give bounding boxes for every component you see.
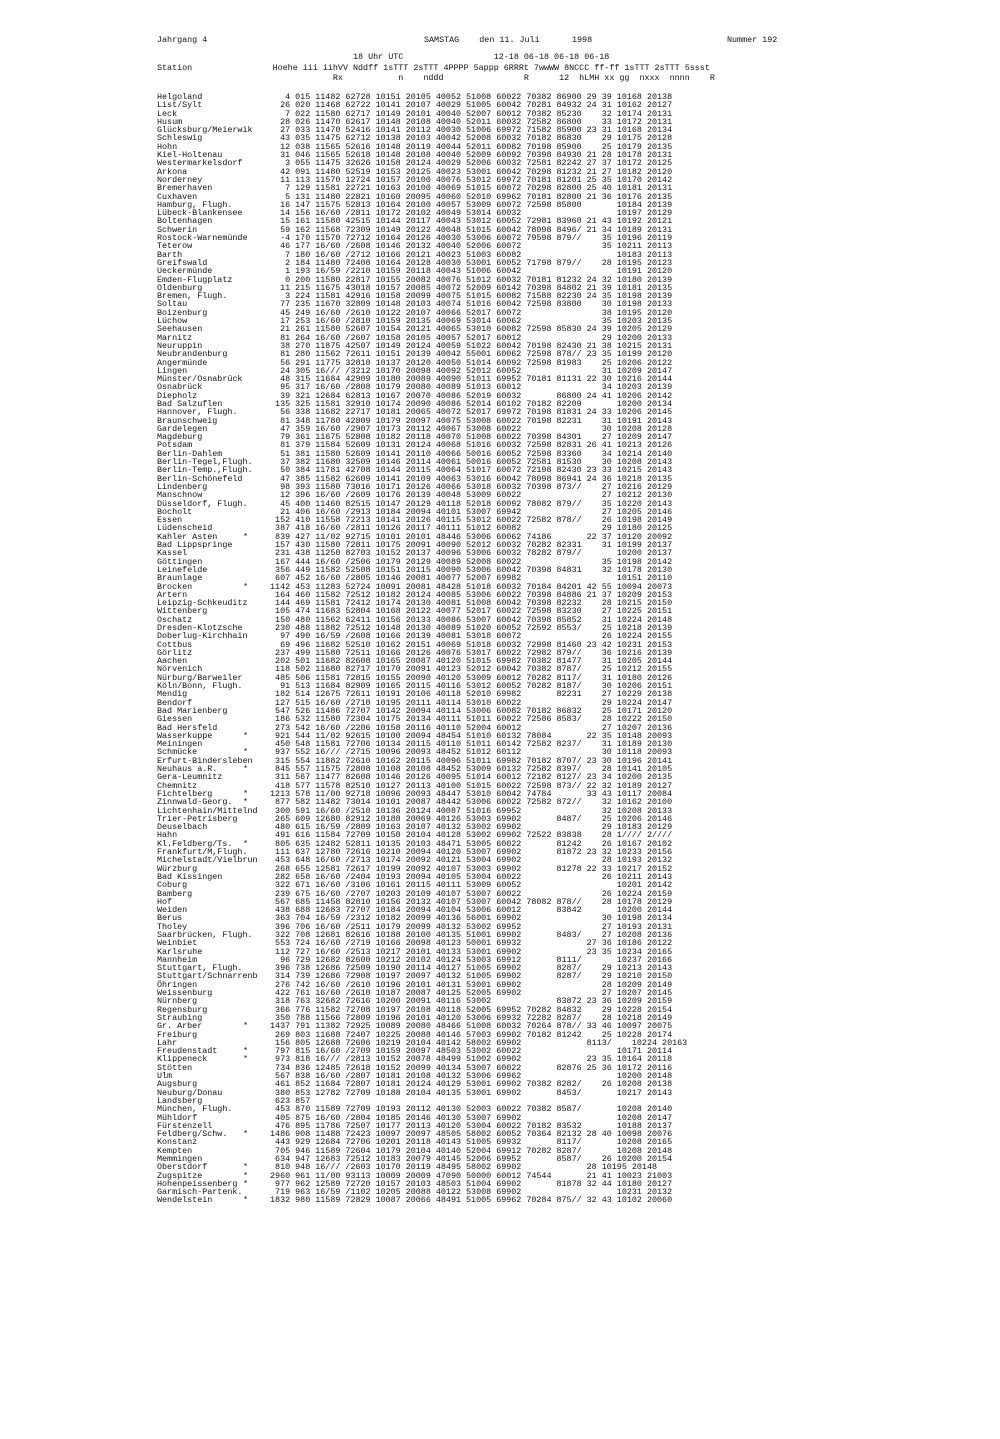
mountain-station-marker: * xyxy=(243,747,249,758)
station-observation-values: 322 708 12681 82616 10188 20100 40135 51001 69902 8483/ 27 10208 20136 xyxy=(265,929,673,940)
station-observation-values: 797 815 16/60 /2709 10159 20097 48503 53002 60022 10171 20114 xyxy=(265,1046,673,1057)
station-observation-values: 839 427 11/02 92715 10101 20101 48446 53006 60062 74186 22 37 10120 20092 xyxy=(265,531,673,542)
station-name: Schmücke xyxy=(157,747,198,758)
station-observation-values: 69 496 11682 52510 10162 20151 40069 51018 60032 72998 81460 23 42 10231 20153 xyxy=(265,639,673,650)
station-name: Deuselbach xyxy=(157,822,208,833)
station-observation-values: 734 836 12485 72618 10152 20099 40134 53007 60022 82876 25 36 10172 20116 xyxy=(265,1062,673,1073)
mountain-station-marker: * xyxy=(243,1021,249,1032)
station-name: Karlsruhe xyxy=(157,946,203,957)
station-observation-values: 27 033 11470 52416 10141 20112 40030 51006 69972 71582 85900 23 31 10168 20134 xyxy=(265,125,673,136)
station-name: Bad Lippspringe xyxy=(157,540,233,551)
station-observation-values: 47 385 11582 62609 10141 20109 40063 53016 60042 78098 86941 24 36 10218 20135 xyxy=(265,473,673,484)
mountain-station-marker: * xyxy=(243,1170,249,1181)
mountain-station-marker: * xyxy=(243,531,249,542)
station-observation-values: 46 177 16/60 /2608 10146 20132 40040 52006 60072 35 10211 20113 xyxy=(265,241,673,252)
station-name: Brocken xyxy=(157,581,193,592)
station-name: Fichtelberg xyxy=(157,788,213,799)
station-observation-values: 314 739 12686 72908 10197 20097 40132 51005 69902 8287/ 29 10210 20150 xyxy=(265,971,673,982)
station-name: Münster/Osnabrück xyxy=(157,374,243,385)
station-name: Bendorf xyxy=(157,697,193,708)
station-name: Giessen xyxy=(157,714,193,725)
mountain-station-marker: * xyxy=(243,730,249,741)
mountain-station-marker: * xyxy=(243,838,249,849)
station-name: Garmisch-Partenk. xyxy=(157,1187,243,1198)
column-header-line-3: Rx n nddd R 12 hLMH xx gg nxxx nnnn R xyxy=(157,73,715,83)
station-observation-values: 553 724 16/60 /2719 10166 20098 40123 50001 69932 27 36 10186 20122 xyxy=(265,938,673,949)
station-observation-values: 623 857 xyxy=(265,1095,311,1106)
station-observation-values: 1486 908 11488 72423 10097 20097 48505 58002 60052 70364 82132 28 40 10098 20076 xyxy=(265,1129,673,1140)
station-observation-values: 810 948 16/// /2603 10170 20119 48495 58002 69902 28 10195 20148 xyxy=(265,1162,658,1173)
mountain-station-marker: * xyxy=(243,1129,249,1140)
station-name: Seehausen xyxy=(157,324,203,335)
station-name: Neubrandenburg xyxy=(157,349,228,360)
station-name: Kl.Feldberg/Ts. xyxy=(157,838,233,849)
station-observation-values: -4 170 11570 72712 10164 20126 40030 53006 60072 79598 879// 35 10196 20119 xyxy=(265,233,673,244)
station-observation-values: 387 418 16/60 /2811 10126 20117 40111 51012 60082 29 10180 20125 xyxy=(265,523,673,534)
station-name: Tholey xyxy=(157,921,188,932)
station-observation-values: 877 582 11482 73014 10101 20087 48442 53006 60022 72582 872// 32 10162 20100 xyxy=(265,797,673,808)
station-name: Oschatz xyxy=(157,614,193,625)
station-observation-values: 269 803 11688 72407 10225 20088 40146 57003 69902 70182 81242 25 10228 20174 xyxy=(265,1029,673,1040)
station-observation-values: 4 015 11482 62728 10151 20105 40052 51008 60022 70382 86900 29 39 10168 20138 xyxy=(265,92,673,102)
station-name: Görlitz xyxy=(157,647,193,658)
station-name: Hof xyxy=(157,896,173,907)
station-observation-values: 81 280 11562 72611 10151 20139 40042 55001 60062 72598 878// 23 35 10199 20120 xyxy=(265,349,673,360)
station-name: Gera-Leumnitz xyxy=(157,772,223,783)
mountain-station-marker: * xyxy=(243,788,249,799)
station-name: Arkona xyxy=(157,166,188,177)
station-name: Teterow xyxy=(157,241,193,252)
station-name: Potsdam xyxy=(157,440,193,451)
station-name: Coburg xyxy=(157,880,188,891)
station-observation-values: 318 763 32682 72616 10200 20091 40116 53002 83872 23 36 10209 20159 xyxy=(265,996,673,1007)
station-name: Lindenberg xyxy=(157,481,208,492)
station-observation-values: 77 235 11670 32809 10148 20103 40074 51016 60042 72598 83800 30 10198 20133 xyxy=(265,299,673,310)
station-name: Köln/Bonn, Flugh. xyxy=(157,681,243,692)
station-name: Trier-Petrisberg xyxy=(157,813,238,824)
station-observation-values: 315 554 11882 72610 10162 20115 40096 51011 69982 70182 8707/ 23 30 10196 20141 xyxy=(265,755,673,766)
station-name: Hohn xyxy=(157,141,178,152)
station-name: Artern xyxy=(157,589,188,600)
station-observation-values: 380 853 12782 72709 10188 20104 40135 53001 69902 8453/ 10217 20143 xyxy=(265,1087,673,1098)
station-name: Neuburg/Donau xyxy=(157,1087,223,1098)
station-observation-values: 356 449 11582 52508 10151 20115 40090 53006 60042 70398 84831 32 10178 20130 xyxy=(265,564,673,575)
station-name: Norderney xyxy=(157,174,203,185)
station-observation-values: 38 270 11875 42507 10149 20124 40059 51022 60042 70198 82430 21 38 10215 20131 xyxy=(265,340,673,351)
station-observation-values: 268 655 12581 72617 10199 20092 40107 53003 69902 81278 22 33 10217 20152 xyxy=(265,863,673,874)
station-name: Berus xyxy=(157,913,183,924)
station-name: Gr. Arber xyxy=(157,1021,203,1032)
station-name: Lüchow xyxy=(157,316,188,327)
station-observation-values: 973 818 16/// /2813 10152 20078 48499 51002 69902 23 35 10164 20118 xyxy=(265,1054,673,1065)
station-name: Leinefelde xyxy=(157,564,208,575)
station-observation-values: 476 895 11786 72507 10177 20113 40120 53004 60022 70182 83532 10188 20137 xyxy=(265,1120,673,1131)
station-observation-values: 164 460 11582 72512 10182 20124 40085 53006 60022 70398 84886 21 37 10209 20153 xyxy=(265,589,673,600)
station-name: Regensburg xyxy=(157,1004,208,1015)
station-name: Braunschweig xyxy=(157,415,218,426)
station-observation-values: 45 400 11460 82515 10147 20129 40118 52018 60092 78082 879// 35 10220 20143 xyxy=(265,498,673,509)
station-observation-values: 265 609 12680 82912 10188 20069 40126 53003 69902 8487/ 25 10206 20146 xyxy=(265,813,673,824)
station-observation-values: 453 648 16/60 /2713 10174 20092 40121 53004 69902 28 10193 20132 xyxy=(265,855,673,866)
station-observation-values: 16 147 11575 52813 10164 20100 40057 53009 60072 72598 85800 10184 20139 xyxy=(265,199,673,210)
station-name: Weinbiet xyxy=(157,938,198,949)
station-name: Kiel-Holtenau xyxy=(157,150,223,161)
station-name: Feldberg/Schw. xyxy=(157,1129,228,1140)
station-name: Hannover, Flugh. xyxy=(157,407,238,418)
station-observation-values: 705 946 11589 72604 10179 20104 40140 52004 69912 70282 8287/ 10208 20148 xyxy=(265,1145,673,1156)
mountain-station-marker: * xyxy=(243,1054,249,1065)
station-observation-values: 450 548 11581 72706 10134 20115 40110 51011 60142 72582 8237/ 31 10189 20130 xyxy=(265,739,673,750)
station-name: Lahr xyxy=(157,1037,178,1048)
station-observation-values: 37 382 11680 32509 10146 20114 40061 50016 60052 72581 81530 30 10208 20143 xyxy=(265,457,673,468)
station-observation-values: 282 658 16/60 /2404 10193 20094 40105 53004 60022 26 10211 20143 xyxy=(265,871,673,882)
station-name: Straubing xyxy=(157,1012,203,1023)
station-observation-values: 157 430 11580 72811 10175 20091 40090 52012 60032 70282 82331 31 10199 20137 xyxy=(265,540,673,551)
station-observation-values: 11 113 11570 12724 10157 20100 40076 53012 69972 70181 81201 25 35 10170 20142 xyxy=(265,174,673,185)
station-name: Cuxhaven xyxy=(157,191,198,202)
station-observation-values: 21 406 16/60 /2913 10184 20094 40101 53007 69942 27 10205 20146 xyxy=(265,506,673,517)
station-name: Zinnwald-Georg. xyxy=(157,797,233,808)
station-name: List/Sylt xyxy=(157,100,203,111)
mountain-station-marker: * xyxy=(243,1162,249,1173)
station-observation-values: 79 361 11675 52808 10182 20118 40070 51008 60022 70398 84301 27 10209 20147 xyxy=(265,432,673,443)
station-name: Meiningen xyxy=(157,739,203,750)
station-name: Bremen, Flugh. xyxy=(157,291,228,302)
station-name: Nürnberg xyxy=(157,996,198,1007)
station-name: Freiburg xyxy=(157,1029,198,1040)
station-observation-values: 43 035 11475 62712 10138 20103 40042 52008 60032 70182 86830 29 10175 20128 xyxy=(265,133,673,144)
station-observation-values: 567 685 11458 82810 10156 20132 40107 53007 60042 78082 878// 28 10178 20129 xyxy=(265,896,673,907)
station-observation-values: 366 776 11582 72708 10197 20108 40118 52005 69952 70282 84832 29 10228 20154 xyxy=(265,1004,673,1015)
station-observation-values: 95 317 16/60 /2808 10179 20080 40089 51013 60012 34 10203 20139 xyxy=(265,382,673,393)
station-name: Hohenpeissenberg xyxy=(157,1178,238,1189)
station-name: Bamberg xyxy=(157,888,193,899)
station-name: Berlin-Tegel,Flugh. xyxy=(157,457,253,468)
station-observation-values: 15 161 11580 42515 10144 20117 40043 53012 60052 72981 83960 21 43 10192 20121 xyxy=(265,216,673,227)
station-name: Helgoland xyxy=(157,92,203,102)
station-observation-values: 186 532 11580 72304 10175 20134 40111 51011 60022 72586 8583/ 28 10222 20150 xyxy=(265,714,673,725)
station-name: Wendelstein xyxy=(157,1195,213,1206)
station-name: Barth xyxy=(157,249,183,260)
station-observation-values: 42 091 11480 52519 10153 20125 40023 53001 60042 70298 81232 21 27 10182 20120 xyxy=(265,166,673,177)
station-observation-values: 396 738 12686 72509 10190 20114 40127 51005 69902 8287/ 29 10213 20143 xyxy=(265,963,673,974)
station-name: Mühldorf xyxy=(157,1112,198,1123)
station-name: Kahler Asten xyxy=(157,531,218,542)
station-observation-values: 31 046 11565 52618 10148 20108 40040 52009 60092 70398 84930 21 28 10178 20131 xyxy=(265,150,673,161)
station-name: Dresden-Klotzsche xyxy=(157,623,243,633)
station-name: Lichtenhain/Mittelnd xyxy=(157,805,258,816)
station-observation-values: 418 577 11578 82510 10127 20113 40100 51015 60022 72598 873// 22 32 10189 20127 xyxy=(265,780,673,791)
station-name: Klippeneck xyxy=(157,1054,208,1065)
station-name: Bremerhaven xyxy=(157,183,213,194)
station-observation-values: 453 870 11589 72709 10193 20112 40130 52003 60022 70382 8587/ 10208 20140 xyxy=(265,1104,673,1115)
station-observation-values: 135 325 11581 32910 10174 20090 40086 52014 60102 70182 82209 10200 20134 xyxy=(265,398,673,409)
station-observation-values: 156 805 12688 72606 10219 20104 40142 58002 69902 8113/ 10224 20163 xyxy=(265,1037,688,1048)
station-name: Zugspitze xyxy=(157,1170,203,1181)
station-observation-values: 422 761 16/60 /2610 10187 20087 40125 52005 69902 27 10207 20145 xyxy=(265,988,673,999)
station-observation-values: 438 688 12683 72707 10184 20094 40104 53006 60012 83842 10200 20144 xyxy=(265,905,673,916)
station-name: Neuhaus a.R. xyxy=(157,764,218,775)
mountain-station-marker: * xyxy=(243,1046,249,1057)
station-name: Manschnow xyxy=(157,490,203,501)
station-name: Soltau xyxy=(157,299,188,310)
station-observation-values: 607 452 16/60 /2805 10146 20081 40077 52007 69982 10151 20110 xyxy=(265,573,673,584)
station-observation-values: 921 544 11/02 92615 10100 20094 48454 51010 60132 78084 22 35 10148 20093 xyxy=(265,730,673,741)
station-observation-values: 105 474 11683 52804 10168 20122 40077 52017 60022 72598 83230 27 10225 20151 xyxy=(265,606,673,617)
station-observation-values: 97 490 16/59 /2608 10166 20139 40081 53018 60072 26 10224 20155 xyxy=(265,631,673,642)
station-name: Neuruppin xyxy=(157,340,203,351)
station-name: Würzburg xyxy=(157,863,198,874)
station-observation-values: 111 637 12780 72616 10210 20094 40120 53007 69902 81872 23 32 10233 20156 xyxy=(265,847,673,858)
station-observation-values: 300 591 16/60 /2510 10136 20124 40087 51016 69952 32 10208 20133 xyxy=(265,805,673,816)
station-name: Essen xyxy=(157,515,183,526)
station-name: Oberstdorf xyxy=(157,1162,208,1173)
station-observation-values: 405 875 16/60 /2804 10185 20146 40130 53007 69902 10208 20147 xyxy=(265,1112,673,1123)
station-name: Leck xyxy=(157,108,178,119)
station-observation-values: 1213 578 11/00 92718 10096 20093 48447 53010 60042 74784 33 43 10117 20084 xyxy=(265,788,673,799)
station-observation-values: 547 526 11486 72707 10142 20094 40114 53006 60082 70182 86832 25 10171 20120 xyxy=(265,705,673,716)
station-name: Leipzig-Schkeuditz xyxy=(157,598,248,609)
station-name: Emden-Flugplatz xyxy=(157,274,233,285)
station-name: Saarbrücken, Flugh. xyxy=(157,929,253,940)
station-name: Berlin-Dahlem xyxy=(157,448,223,459)
station-observation-values: 81 264 16/60 /2607 10158 20105 40057 52017 60012 29 10200 20133 xyxy=(265,332,673,343)
station-name: Memmingen xyxy=(157,1154,203,1164)
station-name: Stuttgart/Schnarrenb xyxy=(157,971,258,982)
station-name: Glücksburg/Meierwik xyxy=(157,125,253,136)
station-observation-values: 2960 961 11/00 93113 10009 20009 47090 50000 60012 74544 21 41 10023 21003 xyxy=(265,1170,673,1181)
station-name: Hahn xyxy=(157,830,178,841)
mountain-station-marker: * xyxy=(243,581,249,592)
station-observation-values: 150 480 11562 62411 10156 20133 40086 53007 60042 70398 85852 31 10224 20148 xyxy=(265,614,673,625)
station-name: Husum xyxy=(157,116,183,127)
station-observation-values: 480 615 16/59 /2809 10163 20107 40132 53002 69902 29 10183 20129 xyxy=(265,822,673,833)
station-observation-values: 273 542 16/60 /2206 10158 20116 40110 52004 60012 27 10207 20136 xyxy=(265,722,673,733)
station-observation-values: 50 384 11781 42708 10144 20115 40064 51017 60072 72198 82430 23 33 10215 20143 xyxy=(265,465,673,476)
station-observation-values: 24 305 16/// /3212 10170 20098 40092 52012 60052 31 10209 20147 xyxy=(265,365,673,376)
station-name: Berlin-Schönefeld xyxy=(157,473,243,484)
station-name: Göttingen xyxy=(157,556,203,567)
station-name: Berlin-Temp.,Flugh. xyxy=(157,465,253,476)
station-observation-values: 26 020 11468 62722 10141 20107 40029 51005 60042 70281 84932 24 31 10162 20127 xyxy=(265,100,673,111)
station-name: Wittenberg xyxy=(157,606,208,617)
station-observation-values: 276 742 16/60 /2610 10196 20101 40131 53001 69902 28 10209 20149 xyxy=(265,979,673,990)
station-name: Wasserkuppe xyxy=(157,730,213,741)
station-observation-values: 12 396 16/60 /2609 10176 20139 40048 53009 60022 27 10212 20130 xyxy=(265,490,673,501)
station-name: Lingen xyxy=(157,365,188,376)
station-name: Ulm xyxy=(157,1071,173,1082)
station-observation-values: 7 180 16/60 /2712 10166 20121 40023 51003 60082 10183 20113 xyxy=(265,249,673,260)
station-name: Rostock-Warnemünde xyxy=(157,233,248,244)
station-observation-values: 845 557 11575 72808 10108 20108 48452 53009 60132 72582 8397/ 28 10141 20105 xyxy=(265,764,673,775)
station-observation-values: 28 026 11470 62617 10148 20108 40040 52011 60032 72582 86800 33 10172 20131 xyxy=(265,116,673,127)
station-name: Ueckermünde xyxy=(157,266,213,277)
station-name: Düsseldorf, Flugh. xyxy=(157,498,248,509)
jahrgang-label: Jahrgang 4 xyxy=(157,35,208,45)
station-observation-values: 237 499 11580 72511 10166 20126 40076 53017 60022 72982 879// 36 10216 20139 xyxy=(265,647,673,658)
station-name: Schwerin xyxy=(157,224,198,235)
station-name: München, Flugh. xyxy=(157,1104,233,1115)
station-observation-values: 12 038 11565 52616 10148 20119 40044 52011 60082 70198 85900 25 10179 20135 xyxy=(265,141,673,152)
station-observation-values: 937 552 16/// /2715 10096 20093 48452 51012 60112 30 10118 20093 xyxy=(265,747,673,758)
station-name: Braunlage xyxy=(157,573,203,584)
station-observation-values: 350 788 11566 72809 10196 20101 40120 53006 69932 72282 8287/ 28 10218 20149 xyxy=(265,1012,673,1023)
station-name: Landsberg xyxy=(157,1095,203,1106)
station-observation-values: 11 215 11675 43018 10157 20085 40072 52009 60142 70398 84802 21 39 10181 20135 xyxy=(265,282,673,293)
mountain-station-marker: * xyxy=(243,1195,249,1206)
station-observation-values: 1142 453 11283 52724 10091 20081 48428 51018 60032 70184 84201 42 55 10094 20073 xyxy=(265,581,673,592)
station-observation-values: 1437 791 11382 72925 10089 20080 48466 51008 60032 70264 878// 33 46 10097 20075 xyxy=(265,1021,673,1032)
station-name: Aachen xyxy=(157,656,188,667)
station-observation-values: 21 261 11580 52607 10154 20121 40065 53010 60082 72598 85830 24 39 10205 20129 xyxy=(265,324,673,335)
station-name: Stuttgart, Flugh. xyxy=(157,963,243,974)
station-observation-values: 17 253 16/60 /2810 10159 20135 40069 53014 60062 35 10203 20135 xyxy=(265,316,673,327)
station-name: Fürstenzell xyxy=(157,1120,213,1131)
station-observation-values: 461 852 11684 72807 10181 20124 40129 53001 69902 70382 8282/ 26 10208 20138 xyxy=(265,1079,673,1090)
mountain-station-marker: * xyxy=(243,797,249,808)
station-observation-values: 396 706 16/60 /2511 10179 20099 40132 53002 69952 27 10193 20131 xyxy=(265,921,673,932)
station-name: Augsburg xyxy=(157,1079,198,1090)
station-name: Mendig xyxy=(157,689,188,700)
station-observation-values: 45 249 16/60 /2610 10122 20107 40066 52017 60072 38 10195 20120 xyxy=(265,307,673,318)
station-observation-values: 719 963 16/59 /1102 10205 20088 40122 53008 69902 10231 20132 xyxy=(265,1187,673,1198)
station-observation-values: 3 224 11581 42916 10158 20099 40075 51015 60082 71588 82230 24 35 10198 20139 xyxy=(265,291,673,302)
station-observation-values: 144 469 11581 72412 10174 20130 40081 51008 60042 70398 82232 28 10215 20150 xyxy=(265,598,673,609)
station-observation-values: 7 129 11581 22721 10163 20100 40069 51015 60072 70298 82800 25 40 10181 20131 xyxy=(265,183,673,194)
station-observation-values: 127 515 16/60 /2710 10195 20111 40114 53010 60022 29 10224 20147 xyxy=(265,697,673,708)
station-observation-values: 98 393 11580 73016 10171 20126 40066 53018 60032 70398 873// 27 10216 20129 xyxy=(265,481,673,492)
station-name: Lüdenscheid xyxy=(157,523,213,534)
station-observation-values: 56 338 11682 22717 10181 20065 40072 52017 69972 70198 81831 24 33 10206 20145 xyxy=(265,407,673,418)
station-name: Greifswald xyxy=(157,257,208,268)
station-name: Bocholt xyxy=(157,506,193,517)
station-name: Schleswig xyxy=(157,133,203,144)
station-name: Cottbus xyxy=(157,639,193,650)
station-observation-values: 48 315 11684 42909 10180 20089 40090 51011 69952 70181 81131 22 30 10216 20144 xyxy=(265,374,673,385)
station-name: Frankfurt/M,Flugh. xyxy=(157,847,248,858)
station-name: Weiden xyxy=(157,905,188,916)
mountain-station-marker: * xyxy=(243,764,249,775)
station-observation-values: 112 727 16/60 /2513 10217 20101 40133 53001 69902 23 35 10234 20165 xyxy=(265,946,673,957)
issue-number: Nummer 192 xyxy=(727,35,778,45)
station-name: Kempten xyxy=(157,1145,193,1156)
station-name: Westermarkelsdorf xyxy=(157,158,243,169)
station-observation-values: 56 291 11775 32810 10137 20120 40050 51014 60092 72598 81983 25 10206 20122 xyxy=(265,357,673,368)
station-name: Nörvenich xyxy=(157,664,203,675)
station-observation-values: 3 055 11475 32626 10158 20124 40029 52006 60032 72581 82242 27 37 10172 20125 xyxy=(265,158,673,169)
station-observation-values: 182 514 12675 72611 10191 20106 40118 52010 69982 82231 27 10229 20138 xyxy=(265,689,673,700)
station-name: Bad Salzuflen xyxy=(157,398,223,409)
column-header-line-1: 18 Uhr UTC 12-18 06-18 06-18 06-18 xyxy=(157,52,610,62)
station-observation-values: 167 444 16/60 /2506 10179 20129 40089 52008 60022 35 10198 20142 xyxy=(265,556,673,567)
station-observation-values: 634 947 12683 72512 10183 20079 40145 52006 69952 8587/ 26 10200 20154 xyxy=(265,1154,673,1164)
station-name: Hamburg, Flugh. xyxy=(157,199,233,210)
station-name: Diepholz xyxy=(157,390,198,401)
column-header-line-2: Station Hoehe iii iihVV Nddff 1sTTT 2sTTT 4PPPP 5appp 6RRRt 7wwWW 8NCCC ff-ff 1sTTT 2sTTT 5ssst xyxy=(157,63,710,73)
year-label: 1998 xyxy=(572,35,593,45)
station-observation-values: 230 488 11882 72512 10148 20130 40089 51020 60052 72592 8553/ 25 10218 20139 xyxy=(265,623,673,633)
station-name: Erfurt-Bindersleben xyxy=(157,755,253,766)
station-observation-values: 977 962 12589 72720 10157 20103 48503 51004 69902 81878 32 44 10180 20127 xyxy=(265,1178,673,1189)
station-name: Doberlug-Kirchhain xyxy=(157,631,248,642)
station-name: Gardelegen xyxy=(157,423,208,434)
station-name: Bad Marienberg xyxy=(157,705,228,716)
station-name: Lübeck-Blankensee xyxy=(157,208,243,219)
station-name: Kassel xyxy=(157,548,188,559)
station-name: Magdeburg xyxy=(157,432,203,443)
station-observation-values: 491 616 11584 72709 10150 20104 40128 53002 69902 72522 83838 28 1//// 2//// xyxy=(265,830,673,841)
station-observation-values: 239 675 16/60 /2707 10203 20109 40107 53007 60022 26 10224 20159 xyxy=(265,888,673,899)
station-observation-values: 152 410 11558 72213 10141 20126 40115 53012 60022 72582 878// 26 10198 20149 xyxy=(265,515,673,526)
station-observation-values: 231 438 11250 82703 10152 20137 40096 53006 60032 78282 879// 10200 20137 xyxy=(265,548,673,559)
station-name: Osnabrück xyxy=(157,382,203,393)
station-name: Boltenhagen xyxy=(157,216,213,227)
station-name: Konstanz xyxy=(157,1137,198,1148)
station-observation-values: 1832 980 11589 72829 10087 20066 48491 51005 69962 70284 875// 32 43 10102 20060 xyxy=(265,1195,673,1206)
station-name: Weissenburg xyxy=(157,988,213,999)
station-observation-values: 1 193 16/59 /2210 10159 20118 40043 51006 60042 10191 20120 xyxy=(265,266,673,277)
station-observation-values: 443 929 12684 72706 10201 20118 40143 51005 69932 8117/ 10208 20165 xyxy=(265,1137,673,1148)
station-name: Oldenburg xyxy=(157,282,203,293)
station-observation-values: 322 671 16/60 /3106 10161 20115 40111 53009 60052 10201 20142 xyxy=(265,880,673,891)
station-name: Nürburg/Barweiler xyxy=(157,672,243,683)
station-name: Freudenstadt xyxy=(157,1046,218,1057)
station-observation-values: 96 729 12682 82600 10212 20102 40124 53003 69912 8111/ 10237 20166 xyxy=(265,954,673,965)
station-observation-values: 202 501 11682 82608 10165 20087 40120 51015 69982 70382 81477 31 10205 20144 xyxy=(265,656,673,667)
station-observation-values: 47 359 16/60 /2907 10173 20112 40067 53008 60022 30 10208 20128 xyxy=(265,423,673,434)
station-name: Stötten xyxy=(157,1062,193,1073)
station-name: Michelstadt/Vielbrun xyxy=(157,855,258,866)
station-observation-values: 7 022 11580 62717 10149 20101 40040 52007 60012 70382 85230 32 10174 20131 xyxy=(265,108,673,119)
station-observation-values: 118 502 11680 82717 10170 20091 40123 52012 60042 70382 8787/ 25 10212 20155 xyxy=(265,664,673,675)
station-observation-values: 5 131 11480 22821 10160 20095 40060 52010 69962 70181 82800 21 36 10176 20135 xyxy=(265,191,673,202)
station-observation-values: 59 162 11568 72309 10149 20122 40048 51015 60042 78098 8496/ 21 34 10189 20131 xyxy=(265,224,673,235)
station-observation-values: 311 567 11477 82608 10146 20126 40095 51014 60012 72182 8127/ 23 34 10200 20135 xyxy=(265,772,673,783)
station-name: Angermünde xyxy=(157,357,208,368)
station-observation-values: 363 704 16/59 /2312 10182 20099 40136 56001 69902 30 10198 20134 xyxy=(265,913,673,924)
station-observation-values: 81 379 11584 52609 10131 20124 40068 51016 60032 72598 82831 26 41 10213 20126 xyxy=(265,440,673,451)
station-name: Chemnitz xyxy=(157,780,198,791)
station-observation-values: 91 513 11684 82909 10165 20115 40116 53012 60052 70282 8187/ 30 10206 20151 xyxy=(265,681,673,692)
station-observation-values: 81 348 11780 42809 10179 20097 40075 53008 60022 70198 82231 31 10191 20143 xyxy=(265,415,673,426)
station-observation-values: 51 381 11580 52609 10141 20110 40066 50016 60052 72598 83360 34 10214 20140 xyxy=(265,448,673,459)
mountain-station-marker: * xyxy=(243,1178,249,1189)
station-name: Boizenburg xyxy=(157,307,208,318)
station-observation-values: 0 200 11580 22817 10155 20082 40076 51012 60032 70181 81232 24 32 10180 20139 xyxy=(265,274,673,285)
station-name: Bad Hersfeld xyxy=(157,722,218,733)
station-observation-values: 2 184 11480 72408 10164 20128 40030 53001 60052 71798 879// 28 10195 20123 xyxy=(265,257,673,268)
station-name: Öhringen xyxy=(157,979,198,990)
station-name: Marnitz xyxy=(157,332,193,343)
station-observation-values: 14 156 16/60 /2811 10172 20102 40049 53014 60032 10197 20129 xyxy=(265,208,673,219)
station-observation-values: 485 506 11581 72815 10155 20090 40120 53009 60012 70282 8117/ 31 10180 20126 xyxy=(265,672,673,683)
station-observation-values: 805 635 12482 52811 10135 20103 48471 53005 60022 81242 26 10167 20102 xyxy=(265,838,673,849)
station-observation-values: 39 321 12684 62813 10167 20070 40086 52019 60032 86800 24 41 10206 20142 xyxy=(265,390,673,401)
station-observation-values: 567 838 16/60 /2807 10181 20108 40132 53006 69962 10200 20148 xyxy=(265,1071,673,1082)
station-name: Bad Kissingen xyxy=(157,871,223,882)
station-name: Mannheim xyxy=(157,954,198,965)
date-label: SAMSTAG den 11. Juli xyxy=(424,35,540,45)
